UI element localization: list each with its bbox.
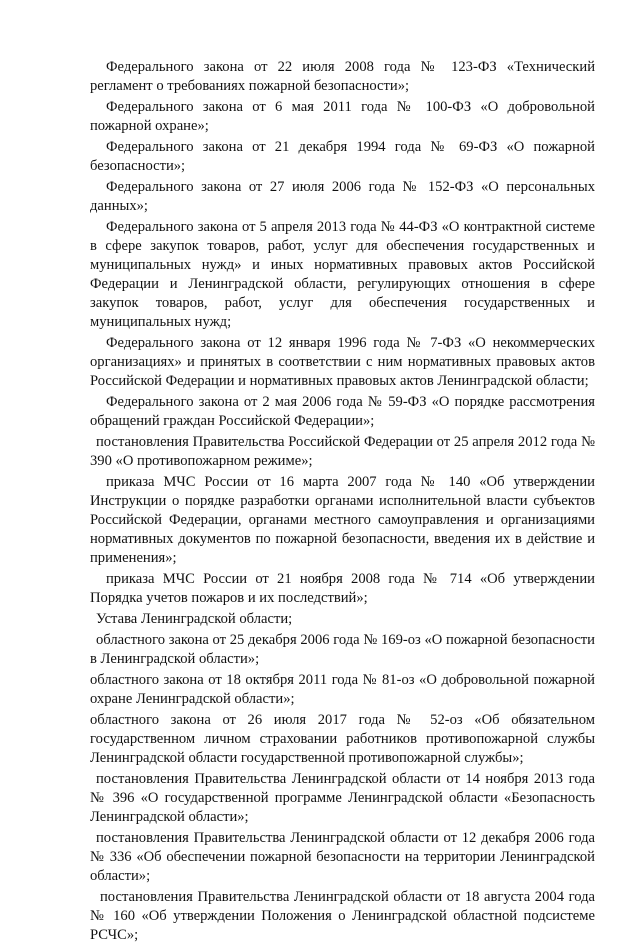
paragraph-oz-81: областного закона от 18 октября 2011 года № 81-оз «О добровольной пожарной охране Ленинградской области»; xyxy=(90,672,595,707)
document-body xyxy=(90,58,595,947)
paragraph-fz-100: Федерального закона от 6 мая 2011 года № 100-ФЗ «О добровольной пожарной охране»; xyxy=(90,99,595,134)
paragraph-mchs-714: приказа МЧС России от 21 ноября 2008 года № 714 «Об утверждении Порядка учетов пожаров и их последствий»; xyxy=(90,571,595,606)
paragraph-fz-44: Федерального закона от 5 апреля 2013 года № 44-ФЗ «О контрактной системе в сфере закупок товаров, работ, услуг для обеспечения государственных и муниципальных нужд» и иных нормативных правовых актов Российской Федерации и Ленинградской области, регулирующих отношения в сфере закупок товаров, работ, услуг для обеспечения государственных и муниципальных нужд; xyxy=(90,219,595,330)
paragraph-fz-123: Федерального закона от 22 июля 2008 года № 123-ФЗ «Технический регламент о требованиях пожарной безопасности»; xyxy=(90,59,595,94)
paragraph-oz-52: областного закона от 26 июля 2017 года № 52-оз «Об обязательном государственном личном страховании работников противопожарной службы Ленинградской области государственной противопожарной службы»; xyxy=(90,712,595,766)
paragraph-ppl-336: постановления Правительства Ленинградской области от 12 декабря 2006 года № 336 «Об обеспечении пожарной безопасности на территории Ленинградской области»; xyxy=(90,830,595,884)
paragraph-fz-59: Федерального закона от 2 мая 2006 года № 59-ФЗ «О порядке рассмотрения обращений граждан Российской Федерации»; xyxy=(90,394,595,429)
paragraph-fz-69: Федерального закона от 21 декабря 1994 года № 69-ФЗ «О пожарной безопасности»; xyxy=(90,139,595,174)
paragraph-ustav: Устава Ленинградской области; xyxy=(96,611,293,627)
paragraph-ppl-160: постановления Правительства Ленинградской области от 18 августа 2004 года № 160 «Об утверждении Положения о Ленинградской областной подсистеме РСЧС»; xyxy=(90,889,595,943)
paragraph-fz-7: Федерального закона от 12 января 1996 года № 7-ФЗ «О некоммерческих организациях» и принятых в соответствии с ним нормативных правовых актов Российской Федерации и нормативных правовых актов Ленинградской области; xyxy=(90,335,595,389)
paragraph-oz-169: областного закона от 25 декабря 2006 года № 169-оз «О пожарной безопасности в Ленинградской области»; xyxy=(90,632,595,667)
paragraph-fz-152: Федерального закона от 27 июля 2006 года № 152-ФЗ «О персональных данных»; xyxy=(90,179,595,214)
paragraph-mchs-140: приказа МЧС России от 16 марта 2007 года № 140 «Об утверждении Инструкции о порядке разработки органами исполнительной власти субъектов Российской Федерации, органами местного самоуправления и организациями нормативных документов по пожарной безопасности, введения их в действие и применения»; xyxy=(90,474,595,566)
paragraph-pp-390: постановления Правительства Российской Федерации от 25 апреля 2012 года № 390 «О противопожарном режиме»; xyxy=(90,434,595,469)
paragraph-ppl-396: постановления Правительства Ленинградской области от 14 ноября 2013 года № 396 «О государственной программе Ленинградской области «Безопасность Ленинградской области»; xyxy=(90,771,595,825)
